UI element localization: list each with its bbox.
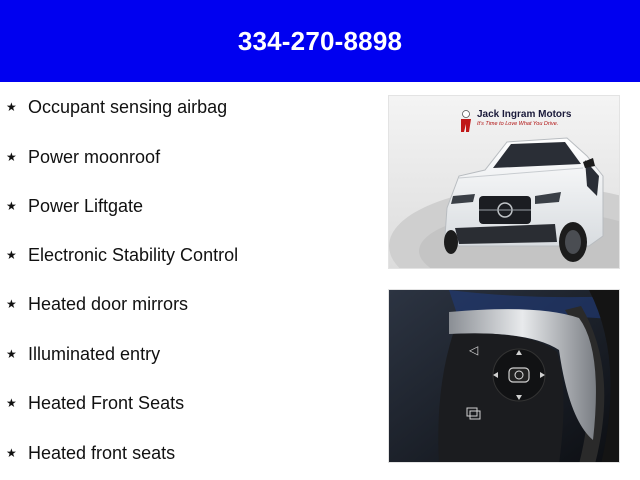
feature-label: Occupant sensing airbag bbox=[28, 96, 228, 117]
star-icon: ★ bbox=[6, 248, 17, 262]
star-icon: ★ bbox=[6, 396, 17, 410]
feature-label: Heated Front Seats bbox=[28, 392, 185, 413]
feature-item bbox=[6, 240, 238, 270]
header-banner bbox=[0, 0, 640, 82]
feature-item bbox=[6, 438, 175, 468]
star-icon: ★ bbox=[6, 347, 17, 361]
feature-label: Power Liftgate bbox=[28, 195, 144, 216]
feature-label: Heated door mirrors bbox=[28, 293, 189, 314]
star-icon: ★ bbox=[6, 150, 17, 164]
star-icon: ★ bbox=[6, 100, 17, 114]
feature-label: Illuminated entry bbox=[28, 343, 161, 364]
feature-item bbox=[6, 339, 160, 369]
feature-label: Electronic Stability Control bbox=[28, 244, 239, 265]
feature-item bbox=[6, 289, 188, 319]
phone-number[interactable]: 334-270-8898 bbox=[237, 25, 403, 56]
feature-item bbox=[6, 191, 143, 221]
star-icon: ★ bbox=[6, 446, 17, 460]
svg-text:◁: ◁ bbox=[469, 343, 479, 357]
feature-label: Power moonroof bbox=[28, 146, 161, 167]
steering-wheel-illustration bbox=[389, 290, 620, 463]
dealer-tagline: It's Time to Love What You Drive. bbox=[477, 121, 559, 127]
dealer-logo bbox=[459, 110, 571, 132]
steering-wheel-photo[interactable] bbox=[388, 289, 620, 463]
car-photo[interactable] bbox=[388, 95, 620, 269]
feature-item bbox=[6, 142, 160, 172]
feature-label: Heated front seats bbox=[28, 442, 176, 463]
feature-item bbox=[6, 388, 184, 418]
star-icon: ★ bbox=[6, 297, 17, 311]
feature-item bbox=[6, 92, 227, 122]
dealer-logo-icon bbox=[459, 110, 473, 132]
dealer-name: Jack Ingram Motors bbox=[477, 109, 572, 120]
star-icon: ★ bbox=[6, 199, 17, 213]
